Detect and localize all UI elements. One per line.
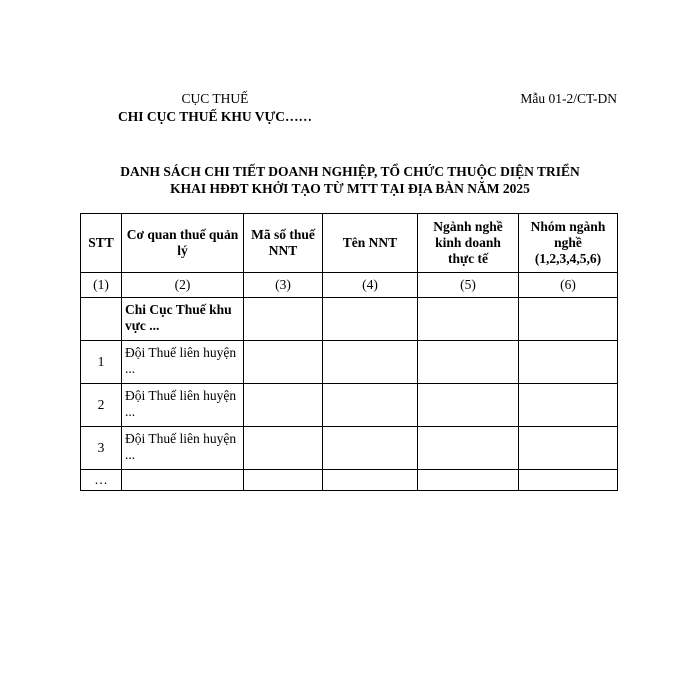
group-row xyxy=(81,298,618,341)
column-number: (3) xyxy=(244,273,323,298)
header-taxpayer-name: Tên NNT xyxy=(323,214,418,273)
empty-cell xyxy=(418,427,519,470)
enterprise-list-table xyxy=(80,213,618,491)
row-stt: 2 xyxy=(81,384,122,427)
empty-cell xyxy=(519,341,618,384)
empty-cell xyxy=(122,470,244,491)
column-number: (2) xyxy=(122,273,244,298)
empty-cell xyxy=(519,298,618,341)
empty-cell xyxy=(244,298,323,341)
issuing-agency-block xyxy=(100,90,330,126)
empty-cell xyxy=(244,470,323,491)
table-row xyxy=(81,341,618,384)
form-code: Mẫu 01-2/CT-DN xyxy=(520,91,617,106)
title-line-1: DANH SÁCH CHI TIẾT DOANH NGHIỆP, TỔ CHỨC THUỘC DIỆN TRIỂN xyxy=(120,164,580,179)
empty-cell xyxy=(418,470,519,491)
row-unit-name: Đội Thuế liên huyện ... xyxy=(122,427,244,470)
empty-cell xyxy=(418,384,519,427)
column-number: (1) xyxy=(81,273,122,298)
header-tax-office: Cơ quan thuế quản lý xyxy=(122,214,244,273)
table-header-row xyxy=(81,214,618,273)
group-unit-name: Chi Cục Thuế khu vực ... xyxy=(122,298,244,341)
empty-cell xyxy=(81,298,122,341)
continuation-row xyxy=(81,470,618,491)
continuation-marker: … xyxy=(81,470,122,491)
empty-cell xyxy=(244,341,323,384)
header-stt: STT xyxy=(81,214,122,273)
empty-cell xyxy=(418,298,519,341)
sub-agency-name: CHI CỤC THUẾ KHU VỰC…… xyxy=(117,109,313,124)
table-row xyxy=(81,384,618,427)
header-business-line: Ngành nghề kinh doanh thực tế xyxy=(418,214,519,273)
empty-cell xyxy=(323,470,418,491)
row-stt: 1 xyxy=(81,341,122,384)
row-stt: 3 xyxy=(81,427,122,470)
document-title xyxy=(80,163,620,197)
empty-cell xyxy=(323,341,418,384)
empty-cell xyxy=(244,384,323,427)
column-number: (6) xyxy=(519,273,618,298)
title-line-2: KHAI HĐĐT KHỞI TẠO TỪ MTT TẠI ĐỊA BÀN NĂM 2025 xyxy=(170,181,530,196)
agency-name: CỤC THUẾ xyxy=(181,91,249,106)
empty-cell xyxy=(519,470,618,491)
table-row xyxy=(81,427,618,470)
empty-cell xyxy=(418,341,519,384)
empty-cell xyxy=(323,298,418,341)
column-number: (5) xyxy=(418,273,519,298)
row-unit-name: Đội Thuế liên huyện ... xyxy=(122,341,244,384)
empty-cell xyxy=(519,384,618,427)
header-industry-group: Nhóm ngành nghề (1,2,3,4,5,6) xyxy=(519,214,618,273)
column-number: (4) xyxy=(323,273,418,298)
column-number-row xyxy=(81,273,618,298)
empty-cell xyxy=(244,427,323,470)
empty-cell xyxy=(323,384,418,427)
row-unit-name: Đội Thuế liên huyện ... xyxy=(122,384,244,427)
header-tax-code: Mã số thuế NNT xyxy=(244,214,323,273)
empty-cell xyxy=(519,427,618,470)
empty-cell xyxy=(323,427,418,470)
